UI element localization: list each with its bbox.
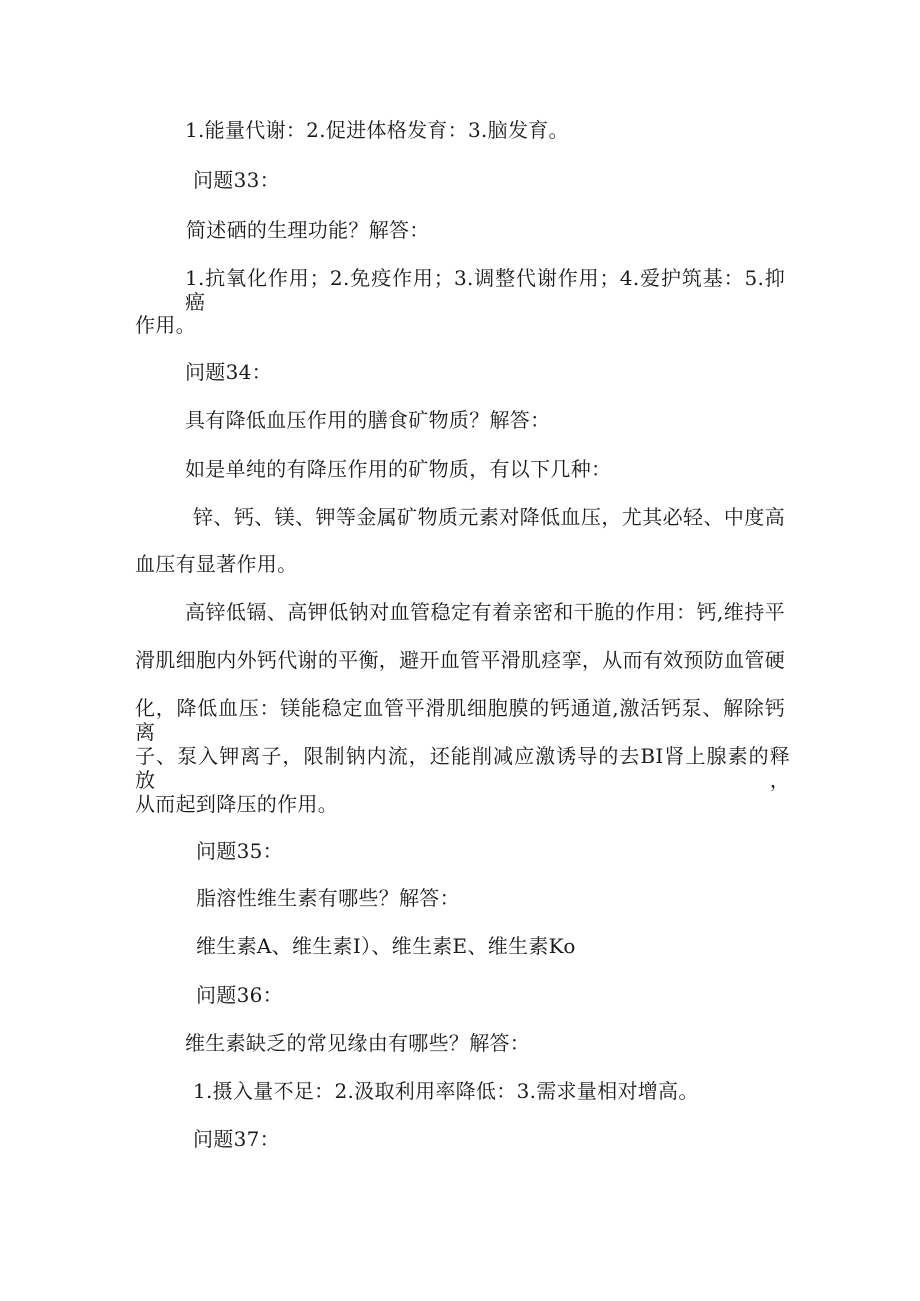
question-text: 脂溶性维生素有哪些？解答：: [196, 886, 460, 910]
question-heading: 问题34：: [185, 360, 272, 384]
answer-text-line: 从而起到降压的作用。: [135, 792, 338, 816]
question-text: 具有降低血压作用的膳食矿物质？解答：: [185, 408, 551, 432]
answer-text-line: 作用。: [135, 313, 196, 337]
answer-text-line: 1.能量代谢：2.促进体格发育：3.脑发育。: [185, 118, 569, 142]
question-heading: 问题33：: [193, 168, 280, 192]
question-text: 维生素缺乏的常见缘由有哪些？解答：: [185, 1031, 531, 1055]
answer-text-line: 锌、钙、镁、钾等金属矿物质元素对降低血压，尤其必轻、中度高: [193, 505, 785, 529]
answer-text-line: 高锌低镉、高钾低钠对血管稳定有着亲密和干脆的作用：钙,维持平: [185, 600, 785, 624]
answer-text-line: 化，降低血压：镁能稳定血管平滑肌细胞膜的钙通道,激活钙泵、解除钙离: [135, 696, 785, 744]
answer-text-line: 1.摄入量不足：2.汲取利用率降低：3.需求量相对增高。: [193, 1079, 699, 1103]
answer-text-line: 滑肌细胞内外钙代谢的平衡，避开血管平滑肌痉挛，从而有效预防血管硬: [135, 648, 785, 672]
question-heading: 问题35：: [196, 839, 283, 863]
question-heading: 问题36：: [196, 983, 283, 1007]
answer-text-line: 子、泵入钾离子，限制钠内流，还能削减应激诱导的去BI肾上腺素的释放，: [135, 744, 790, 792]
answer-text-line: 1.抗氧化作用；2.免疫作用；3.调整代谢作用；4.爱护筑基：5.抑癌: [185, 266, 785, 314]
question-heading: 问题37：: [193, 1127, 280, 1151]
answer-text-line: 血压有显著作用。: [135, 552, 298, 576]
question-text: 简述硒的生理功能？解答：: [186, 218, 430, 242]
answer-text-line: 如是单纯的有降压作用的矿物质，有以下几种：: [185, 457, 612, 481]
answer-text-line: 维生素A、维生素I）、维生素E、维生素Ko: [196, 934, 576, 958]
